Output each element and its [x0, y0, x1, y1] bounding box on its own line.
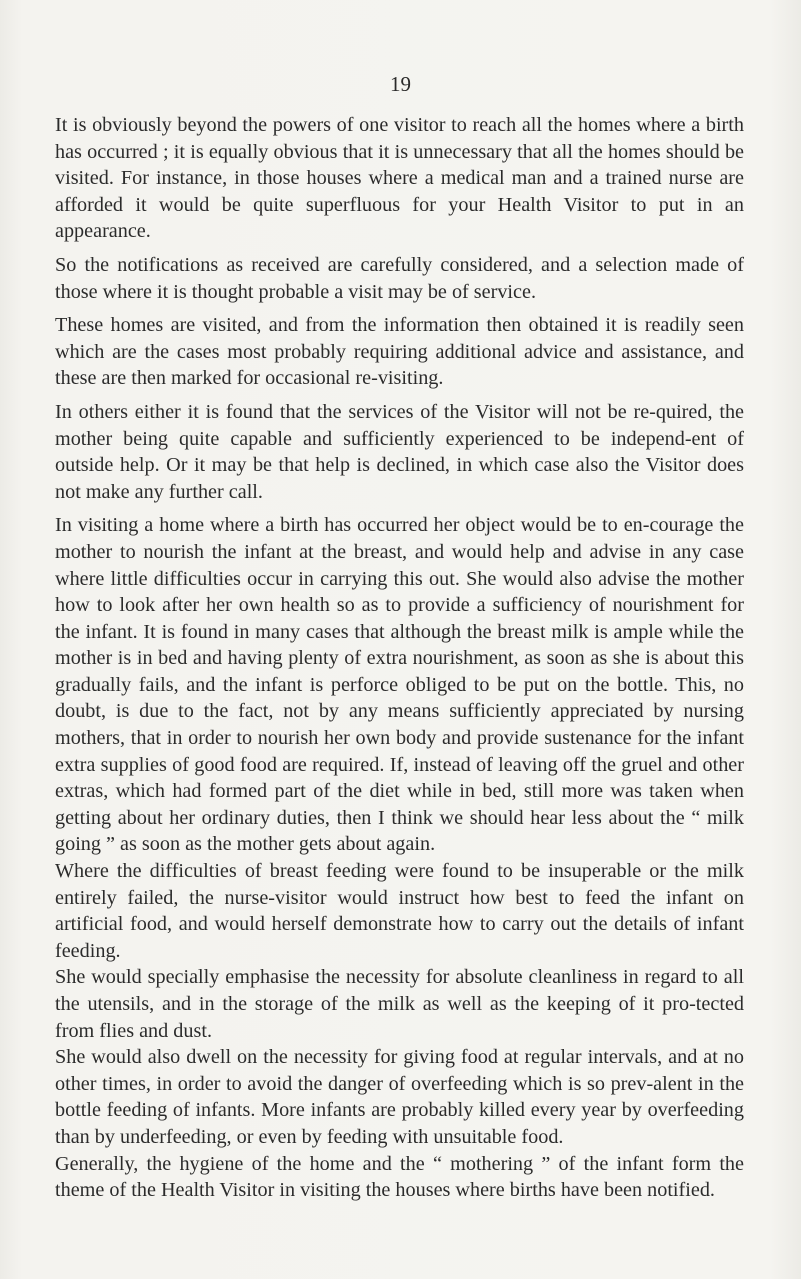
paragraph: She would specially emphasise the necessity for absolute cleanliness in regard to all the utensils, and in the storage of the milk as well as the keeping of it pro-tected from flies and dust.	[55, 966, 744, 1042]
paragraph: It is obviously beyond the powers of one visitor to reach all the homes where a birth has occurred ; it is equally obvious that it is unnecessary that all the homes should be visited. For instance, in those houses where a medical man and a trained nurse are afforded it would be quite superfluous for your Health Visitor to put in an appearance.	[55, 114, 744, 243]
paragraph: So the notifications as received are carefully considered, and a selection made of those where it is thought probable a visit may be of service.	[55, 253, 744, 303]
paragraph: In others either it is found that the services of the Visitor will not be re-quired, the mother being quite capable and sufficiently experienced to be independ-ent of outside help. Or it may be that help is declined, in which case also the Visitor does not make any further call.	[55, 400, 744, 503]
paragraph: Where the difficulties of breast feeding were found to be insuperable or the milk entirely failed, the nurse-visitor would instruct how best to feed the infant on artificial food, and would herself demonstrate how to carry out the details of infant feeding.	[55, 860, 744, 962]
paragraph: These homes are visited, and from the information then obtained it is readily seen which are the cases most probably requiring additional advice and assistance, and these are then marked for occasional re-visiting.	[55, 314, 744, 390]
page-number: 19	[390, 72, 411, 96]
paragraph: Generally, the hygiene of the home and the “ mothering ” of the infant form the theme of the Health Visitor in visiting the houses where births have been notified.	[55, 1152, 744, 1202]
paragraph: She would also dwell on the necessity for giving food at regular intervals, and at no other times, in order to avoid the danger of overfeeding which is so prev-alent in the bottle feeding of infants. More infants are probably killed every year by overfeeding than by underfeeding, or even by feeding with unsuitable food.	[55, 1046, 744, 1148]
paragraph: In visiting a home where a birth has occurred her object would be to en-courage the mother to nourish the infant at the breast, and would help and advise in any case where little difficulties occur in carrying this out. She would also advise the mother how to look after her own health so as to provide a sufficiency of nourishment for the infant. It is found in many cases that although the breast milk is ample while the mother is in bed and having plenty of extra nourishment, as soon as she is about this gradually fails, and the infant is perforce obliged to be put on the bottle. This, no doubt, is due to the fact, not by any means sufficiently appreciated by nursing mothers, that in order to nourish her own body and provide sustenance for the infant extra supplies of good food are required. If, instead of leaving off the gruel and other extras, which had formed part of the diet while in bed, still more was taken when getting about her ordinary duties, then I think we should hear less about the “ milk going ” as soon as the mother gets about again.	[55, 514, 744, 856]
body-text	[55, 112, 744, 1204]
